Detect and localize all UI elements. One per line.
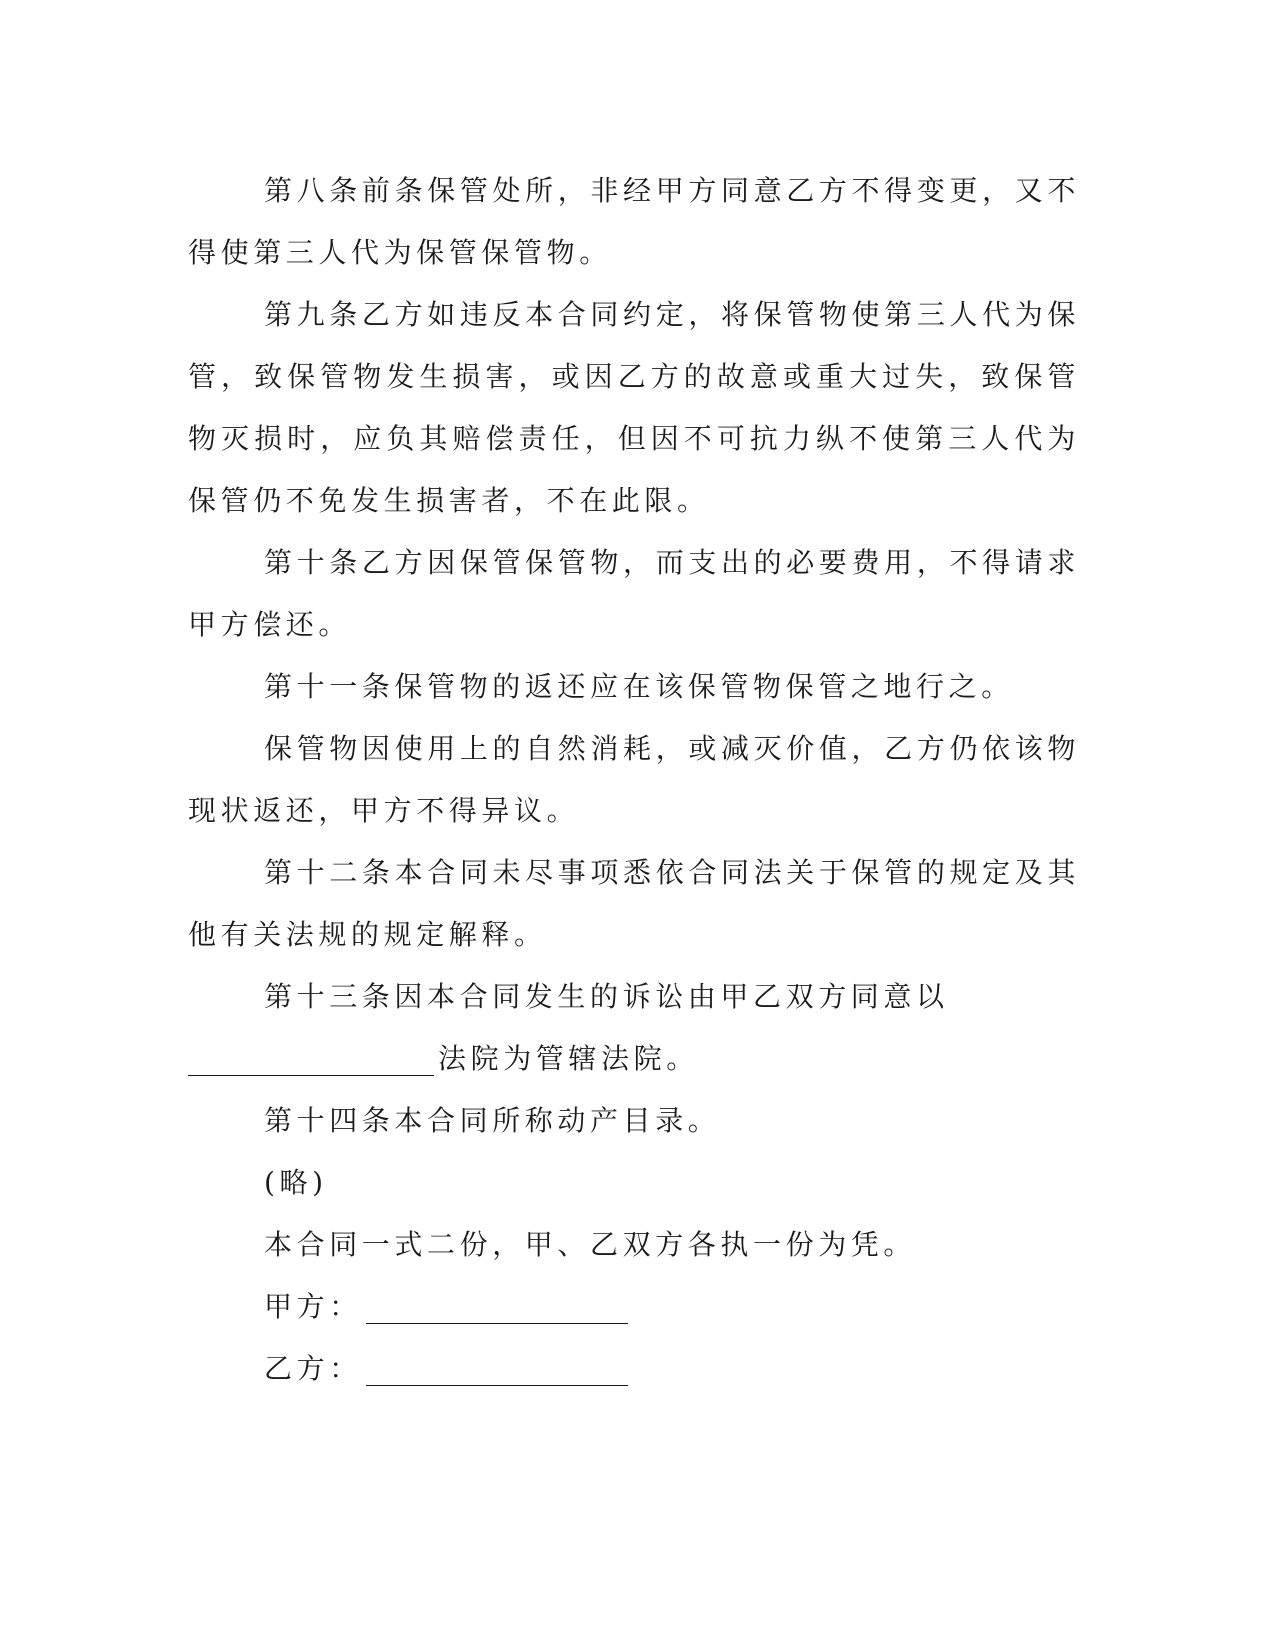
contract-body	[188, 160, 1080, 1400]
copies-clause: 本合同一式二份，甲、乙双方各执一份为凭。	[264, 1228, 917, 1261]
article-10: 第十条乙方因保管保管物，而支出的必要费用，不得请求甲方偿还。	[188, 546, 1080, 641]
omitted-note: (略)	[264, 1166, 328, 1199]
party-b-blank	[366, 1355, 628, 1386]
party-b-signature	[188, 1338, 1080, 1400]
article-12: 第十二条本合同未尽事项悉依合同法关于保管的规定及其他有关法规的规定解释。	[188, 856, 1080, 951]
article-8: 第八条前条保管处所，非经甲方同意乙方不得变更，又不得使第三人代为保管保管物。	[188, 174, 1080, 269]
article-11: 第十一条保管物的返还应在该保管物保管之地行之。	[264, 670, 1014, 703]
court-name-blank	[188, 1045, 434, 1076]
article-13-court-text: 法院为管辖法院。	[438, 1042, 699, 1075]
article-13-line2	[188, 1028, 1080, 1090]
party-a-blank	[366, 1293, 628, 1324]
article-13-text: 第十三条因本合同发生的诉讼由甲乙双方同意以	[264, 980, 949, 1013]
article-14: 第十四条本合同所称动产目录。	[264, 1104, 721, 1137]
article-11-return-clause: 保管物因使用上的自然消耗，或减灭价值，乙方仍依该物现状返还，甲方不得异议。	[188, 732, 1080, 827]
article-9: 第九条乙方如违反本合同约定，将保管物使第三人代为保管，致保管物发生损害，或因乙方的故意或重大过失，致保管物灭损时，应负其赔偿责任，但因不可抗力纵不使第三人代为保管仍不免发生损害者，不在此限。	[188, 298, 1080, 517]
party-a-label: 甲方：	[264, 1290, 362, 1323]
party-b-label: 乙方：	[264, 1352, 362, 1385]
party-a-signature	[188, 1276, 1080, 1338]
article-13-line1	[188, 966, 1080, 1028]
